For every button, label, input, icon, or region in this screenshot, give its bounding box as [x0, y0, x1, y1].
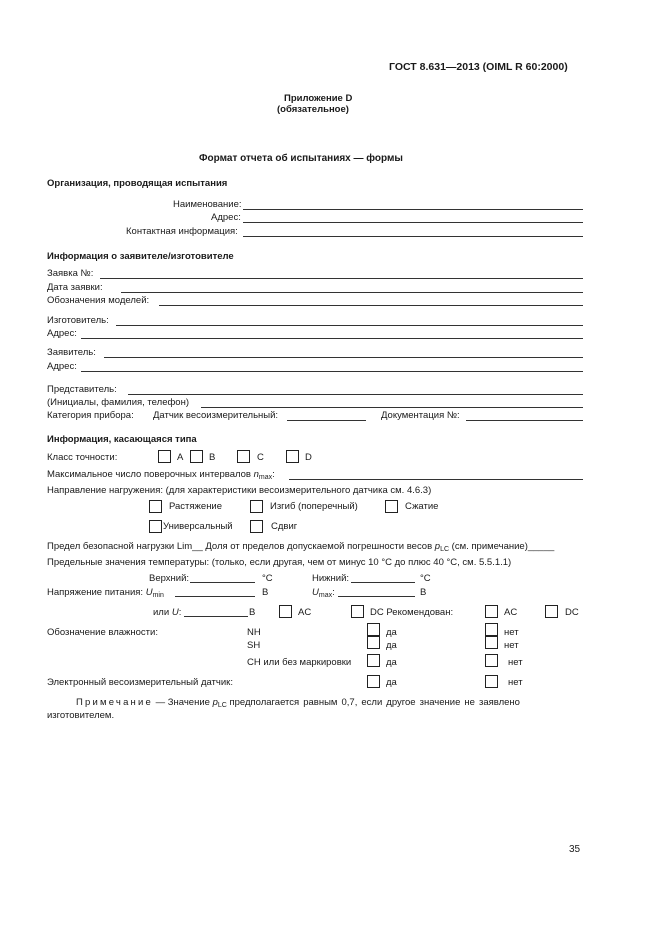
u-min-unit: В: [262, 587, 269, 598]
humidity-ch-label: CH или без маркировки: [247, 657, 352, 668]
sh-yes-checkbox[interactable]: [367, 636, 380, 649]
category-label: Категория прибора:: [47, 410, 134, 421]
applicant-label: Заявитель:: [47, 347, 96, 358]
recommended-dc-checkbox[interactable]: [545, 605, 558, 618]
ac-label: AC: [298, 607, 312, 618]
u-max-label: $U_{max}$:: [312, 587, 335, 599]
class-b-label: B: [209, 452, 216, 463]
class-d-label: D: [305, 452, 312, 463]
class-a-checkbox[interactable]: [158, 450, 171, 463]
universal-label: Универсальный: [163, 521, 233, 532]
u-min-field[interactable]: [175, 596, 255, 597]
representative-label: Представитель:: [47, 384, 117, 395]
documentation-label: Документация №:: [381, 410, 460, 421]
model-designations-label: Обозначения моделей:: [47, 295, 150, 306]
sh-yes-label: да: [386, 640, 397, 651]
shear-label: Сдвиг: [271, 521, 298, 532]
recommended-ac-checkbox[interactable]: [485, 605, 498, 618]
electronic-cell-label: Электронный весоизмерительный датчик:: [47, 677, 233, 688]
type-info-heading: Информация, касающаяся типа: [47, 434, 197, 445]
org-name-label: Наименование:: [173, 199, 242, 210]
appendix-title: Приложение D: [284, 93, 353, 104]
ch-yes-label: да: [386, 657, 397, 668]
shear-checkbox[interactable]: [250, 520, 263, 533]
lower-temp-field[interactable]: [351, 582, 415, 583]
upper-temp-label: Верхний:: [149, 573, 190, 584]
loading-direction-label: Направление нагружения: (для характеристики весоизмерительного датчика см. 4.6.3): [47, 485, 432, 496]
compression-label: Сжатие: [405, 501, 439, 512]
note-line-1: Примечание — Значение $p_{LC}$ предполагается равным 0,7, если другое значение не заявлено: [76, 697, 520, 709]
safe-load-label: Предел безопасной нагрузки Lim__ Доля от пределов допускаемой погрешности весов $p_{LC}$ (см. примечание)_____: [47, 541, 555, 553]
manufacturer-field[interactable]: [116, 325, 583, 326]
applicant-field[interactable]: [104, 357, 583, 358]
tension-checkbox[interactable]: [149, 500, 162, 513]
universal-checkbox[interactable]: [149, 520, 162, 533]
application-date-label: Дата заявки:: [47, 282, 103, 293]
accuracy-class-label: Класс точности:: [47, 452, 118, 463]
documentation-field[interactable]: [466, 420, 583, 421]
form-title: Формат отчета об испытаниях — формы: [199, 153, 403, 164]
org-name-field[interactable]: [243, 209, 583, 210]
compression-checkbox[interactable]: [385, 500, 398, 513]
model-designations-field[interactable]: [159, 305, 583, 306]
supply-voltage-label: Напряжение питания: $U_{min}$: [47, 587, 164, 599]
sh-no-checkbox[interactable]: [485, 636, 498, 649]
ch-no-checkbox[interactable]: [485, 654, 498, 667]
manufacturer-address-field[interactable]: [81, 338, 583, 339]
nh-no-checkbox[interactable]: [485, 623, 498, 636]
recommended-ac-label: AC: [504, 607, 518, 618]
org-address-label: Адрес:: [211, 212, 241, 223]
applicant-heading: Информация о заявителе/изготовителе: [47, 251, 234, 262]
max-intervals-field[interactable]: [289, 479, 583, 480]
bending-checkbox[interactable]: [250, 500, 263, 513]
class-d-checkbox[interactable]: [286, 450, 299, 463]
recommended-dc-label: DC: [565, 607, 579, 618]
application-date-field[interactable]: [121, 292, 583, 293]
electronic-yes-checkbox[interactable]: [367, 675, 380, 688]
sh-no-label: нет: [504, 640, 519, 651]
u-unit: В: [249, 607, 256, 618]
initials-field[interactable]: [201, 407, 583, 408]
initials-label: (Инициалы, фамилия, телефон): [47, 397, 189, 408]
u-field[interactable]: [184, 616, 248, 617]
ch-yes-checkbox[interactable]: [367, 654, 380, 667]
humidity-label: Обозначение влажности:: [47, 627, 158, 638]
max-intervals-label: Максимальное число поверочных интервалов $n_{max}$:: [47, 469, 275, 481]
temp-limits-label: Предельные значения температуры: (только, если другая, чем от минус 10 °C до плюс 40 °C, см. 5.5.1.1): [47, 557, 512, 568]
class-a-label: A: [177, 452, 184, 463]
nh-no-label: нет: [504, 627, 519, 638]
application-no-field[interactable]: [100, 278, 583, 279]
tension-label: Растяжение: [169, 501, 223, 512]
or-u-label: или U:: [153, 607, 182, 618]
category-field[interactable]: [287, 420, 366, 421]
org-contact-field[interactable]: [243, 236, 583, 237]
nh-yes-checkbox[interactable]: [367, 623, 380, 636]
upper-temp-unit: °C: [262, 573, 273, 584]
page-number: 35: [569, 844, 581, 855]
lower-temp-unit: °C: [420, 573, 431, 584]
humidity-nh-label: NH: [247, 627, 261, 638]
dc-checkbox[interactable]: [351, 605, 364, 618]
class-b-checkbox[interactable]: [190, 450, 203, 463]
standard-number: ГОСТ 8.631—2013 (OIML R 60:2000): [389, 61, 568, 73]
upper-temp-field[interactable]: [190, 582, 255, 583]
bending-label: Изгиб (поперечный): [270, 501, 358, 512]
applicant-address-label: Адрес:: [47, 361, 77, 372]
org-heading: Организация, проводящая испытания: [47, 178, 228, 189]
electronic-yes-label: да: [386, 677, 397, 688]
manufacturer-address-label: Адрес:: [47, 328, 77, 339]
u-max-unit: В: [420, 587, 427, 598]
manufacturer-label: Изготовитель:: [47, 315, 109, 326]
u-max-field[interactable]: [338, 596, 415, 597]
org-address-field[interactable]: [243, 222, 583, 223]
application-no-label: Заявка №:: [47, 268, 94, 279]
applicant-address-field[interactable]: [81, 371, 583, 372]
note-line-2: изготовителем.: [47, 710, 115, 721]
humidity-sh-label: SH: [247, 640, 261, 651]
class-c-checkbox[interactable]: [237, 450, 250, 463]
class-c-label: C: [257, 452, 264, 463]
lower-temp-label: Нижний:: [312, 573, 350, 584]
category-value: Датчик весоизмерительный:: [153, 410, 279, 421]
electronic-no-checkbox[interactable]: [485, 675, 498, 688]
ac-checkbox[interactable]: [279, 605, 292, 618]
dc-recommended-label: DC Рекомендован:: [370, 607, 454, 618]
nh-yes-label: да: [386, 627, 397, 638]
ch-no-label: нет: [508, 657, 523, 668]
electronic-no-label: нет: [508, 677, 523, 688]
representative-field[interactable]: [128, 394, 583, 395]
appendix-status: (обязательное): [277, 104, 349, 115]
org-contact-label: Контактная информация:: [126, 226, 238, 237]
